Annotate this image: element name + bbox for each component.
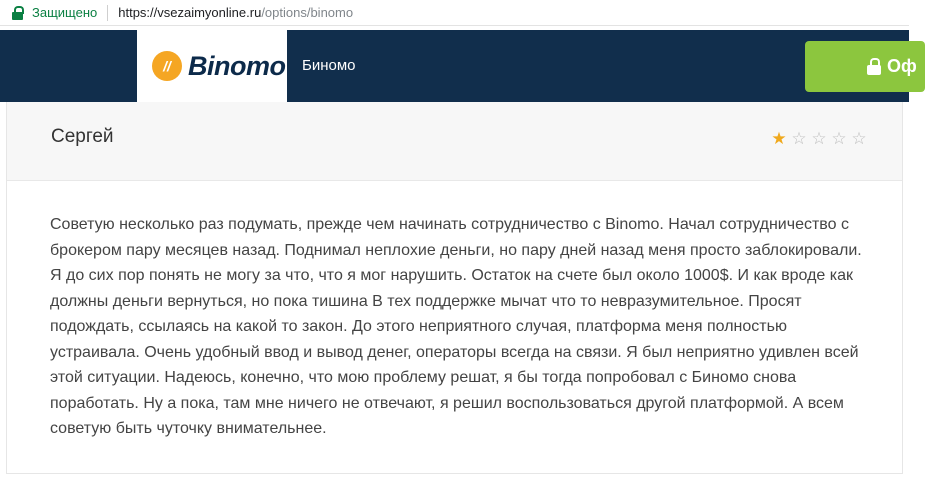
browser-address-bar[interactable]: [0, 0, 909, 26]
review-card: [6, 102, 903, 474]
address-separator: [107, 5, 108, 21]
secure-lock-icon: [12, 6, 24, 20]
official-site-button-label: Оф: [887, 56, 917, 76]
site-header: [0, 30, 917, 102]
binomo-logo-mark-icon: //: [152, 51, 182, 81]
lock-icon: [867, 58, 881, 75]
url-host: https://vsezaimyonline.ru: [118, 5, 262, 20]
official-site-button[interactable]: [805, 41, 925, 92]
star-outline-icon: ☆: [811, 129, 827, 149]
secure-label: Защищено: [32, 5, 98, 20]
star-rating: [769, 129, 869, 149]
star-outline-icon: ☆: [791, 129, 807, 149]
star-outline-icon: ☆: [851, 129, 867, 149]
binomo-logo-text: Binomo: [188, 50, 286, 81]
review-header: [7, 102, 902, 181]
review-text: Советую несколько раз подумать, прежде чем начинать сотрудничество с Binomo. Начал сотрудничество с брокером пару месяцев назад. Поднимал неплохие деньги, но пару дней назад меня просто заблокировали. Я до сих пор понять не могу за что, что я мог нарушить. Остаток на счете был около 1000$. И как вроде как должны деньги вернуться, но пока тишина В тех поддержке мычат что то невразумительное. Просят подождать, ссылаясь на какой то закон. До этого неприятного случая, платформа меня полностью устраивала. Очень удобный ввод и вывод денег, операторы всегда на связи. Я был неприятно удивлен всей этой ситуации. Надеюсь, конечно, что мою проблему решат, я бы тогда попробовал с Биномо снова поработать. Ну а пока, там мне ничего не отвечают, я решил воспользоваться другой платформой. А всем советую быть чуточку внимательнее.: [50, 216, 862, 437]
binomo-logo[interactable]: [137, 30, 287, 102]
star-filled-icon: ★: [771, 129, 787, 149]
star-outline-icon: ☆: [831, 129, 847, 149]
url-text[interactable]: [118, 5, 353, 20]
url-path: /options/binomo: [261, 5, 354, 20]
review-author: Сергей: [51, 126, 114, 147]
broker-name: Биномо: [302, 57, 356, 74]
